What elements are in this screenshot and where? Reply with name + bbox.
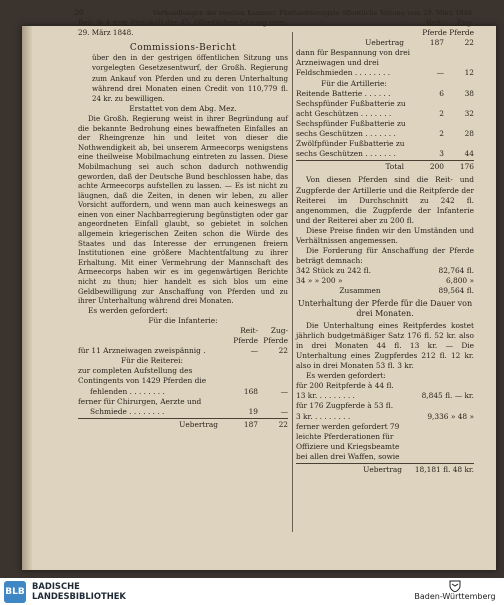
row-value-zug: 32 bbox=[464, 108, 474, 118]
table-row bbox=[296, 89, 474, 99]
table-row bbox=[296, 79, 474, 89]
table-row bbox=[296, 401, 474, 411]
state-crest-icon bbox=[448, 580, 462, 592]
column-headers bbox=[78, 326, 288, 336]
row-value-zug: 44 bbox=[464, 149, 474, 159]
horse-demand-table-right bbox=[296, 48, 474, 159]
sum-rule bbox=[78, 418, 288, 419]
library-name-line-1: BADISCHE bbox=[32, 581, 80, 591]
right-carry-in bbox=[296, 38, 474, 48]
row-label: für 176 Zugpferde à 53 fl. bbox=[296, 401, 394, 411]
row-label: leichte Pferderationen für bbox=[296, 431, 394, 441]
right-col-head-zug: Zug- bbox=[456, 18, 474, 27]
table-row bbox=[296, 48, 474, 78]
table-row bbox=[296, 99, 474, 119]
row-label: dann für Bespannung von drei Arzneiwagen und drei Feldschmieden . . . . . . . . bbox=[296, 48, 410, 78]
price-assessment: Diese Preise finden wir den Umständen und Verhältnissen angemessen. bbox=[296, 225, 474, 245]
table-row bbox=[78, 366, 288, 386]
row-value-zug: — bbox=[280, 386, 288, 396]
row-value-zug: 38 bbox=[464, 88, 474, 98]
table-row bbox=[296, 432, 474, 442]
col-subhead-zug: Pferde bbox=[263, 336, 288, 346]
row-value-reit: — bbox=[436, 68, 444, 78]
table-row bbox=[296, 266, 474, 276]
infanterie-heading: Für die Infanterie: bbox=[148, 315, 218, 325]
total-label: Total bbox=[385, 162, 404, 172]
row-label: 3 kr. . . . . . . . . bbox=[296, 411, 351, 421]
upkeep-carry-label: Uebertrag bbox=[363, 465, 402, 475]
table-row bbox=[78, 407, 288, 417]
upkeep-carry-row bbox=[296, 465, 474, 475]
beilage-title: Beil. № 4 zum Protokoll der 45. öffentlichen Sitzung vom 29. März 1848. bbox=[78, 18, 285, 38]
upkeep-rule bbox=[296, 463, 474, 464]
col-subhead-reit: Pferde bbox=[233, 336, 258, 346]
row-value-zug: 28 bbox=[464, 129, 474, 139]
col-head-zug: Zug- bbox=[270, 326, 288, 335]
row-label: für 11 Arzneiwagen zweispännig . bbox=[78, 346, 206, 356]
row-value-reit: 3 bbox=[439, 149, 444, 159]
row-value-reit: 2 bbox=[439, 108, 444, 118]
library-name bbox=[32, 581, 126, 601]
row-value-zug: — bbox=[280, 406, 288, 416]
row-label: Schmiede . . . . . . . . bbox=[90, 406, 165, 416]
page-number: 20 bbox=[74, 8, 84, 17]
row-label: Sechspfünder Fußbatterie zu sechs Geschützen . . . . . . . bbox=[296, 118, 406, 139]
column-divider bbox=[292, 32, 293, 532]
row-label: Offiziere und Kriegsbeamte bbox=[296, 441, 400, 451]
table-row bbox=[78, 397, 288, 407]
reporter-line: Erstattet von dem Abg. Mez. bbox=[129, 103, 237, 113]
horse-demand-table-left bbox=[78, 346, 288, 417]
row-label: Zwölfpfünder Fußbatterie zu sechs Geschützen . . . . . . . bbox=[296, 139, 405, 159]
row-label: für 200 Reitpferde à 44 fl. bbox=[296, 381, 394, 391]
upkeep-demand-intro: Es werden gefordert: bbox=[306, 371, 386, 381]
price-paragraph: Von diesen Pferden sind die Reit- und Zugpferde der Artillerie und die Reitpferde der Reiterei im Durchschnitt zu 242 fl. angenommen, die Zugpferde der Infanterie und der Reiterei aber zu 200 fl. bbox=[296, 175, 474, 225]
upkeep-carry-amount: 18,181 fl. 48 kr. bbox=[414, 465, 474, 475]
upkeep-cost-table bbox=[296, 381, 474, 462]
row-value-reit: 6 bbox=[439, 88, 444, 98]
row-label: zur completen Aufstellung des Contingents von 1429 Pferden die bbox=[78, 366, 207, 386]
row-label: ferner für Chirurgen, Aerzte und bbox=[78, 396, 202, 406]
row-label: 342 Stück zu 242 fl. bbox=[296, 266, 371, 276]
demand-intro: Es werden gefordert: bbox=[88, 305, 168, 315]
table-row bbox=[296, 119, 474, 139]
state-name: Baden-Württemberg bbox=[414, 592, 496, 601]
blb-logo: BLB bbox=[4, 581, 26, 603]
row-value-zug: 22 bbox=[278, 346, 288, 356]
table-row bbox=[78, 387, 288, 397]
carry-reit: 187 bbox=[243, 419, 258, 429]
purchase-demand-intro: Die Forderung für Anschaffung der Pferde beträgt demnach: bbox=[296, 246, 474, 266]
purchase-cost-table bbox=[296, 266, 474, 286]
table-row bbox=[296, 422, 474, 432]
row-label: 34 » » 200 » bbox=[296, 276, 343, 286]
right-carry-in-zug: 22 bbox=[464, 38, 474, 48]
row-amount: 9,336 » 48 » bbox=[427, 411, 474, 421]
row-amount: 6,800 » bbox=[445, 276, 474, 286]
purchase-sum-row bbox=[296, 286, 474, 296]
purchase-sum-label: Zusammen bbox=[339, 286, 381, 296]
total-rule bbox=[296, 160, 474, 161]
row-amount: 82,764 fl. bbox=[438, 266, 474, 276]
row-label: Für die Artillerie: bbox=[321, 78, 387, 88]
total-reit: 200 bbox=[429, 162, 444, 172]
table-row bbox=[296, 276, 474, 286]
carry-zug: 22 bbox=[278, 419, 288, 429]
right-column-subheader bbox=[296, 28, 474, 38]
table-row bbox=[78, 356, 288, 366]
row-label: 13 kr. . . . . . . . . bbox=[296, 391, 355, 401]
right-carry-in-reit: 187 bbox=[429, 38, 444, 48]
table-row bbox=[296, 139, 474, 159]
row-label: Sechspfünder Fußbatterie zu acht Geschützen . . . . . . . bbox=[296, 98, 406, 118]
upkeep-heading: Unterhaltung der Pferde für die Dauer von drei Monaten. bbox=[297, 298, 473, 318]
table-row bbox=[296, 381, 474, 391]
right-column-headers bbox=[296, 18, 474, 28]
page-gutter bbox=[22, 26, 32, 570]
state-mark bbox=[412, 580, 498, 601]
row-value-reit: — bbox=[250, 346, 258, 356]
report-intro: über den in der gestrigen öffentlichen Sitzung uns vorgelegten Gesetzesentwurf, der Großh. Regierung zum Ankauf von Pferden und zu deren Unterhaltung während drei Monaten einen Credit von 110,779 fl. 24 kr. zu bewilligen. bbox=[92, 53, 288, 103]
running-title: Verhandlungen der zweiten Kammer. Fünfundvierzigste öffentliche Sitzung vom 29. März 1848. bbox=[152, 9, 474, 17]
row-label: ferner werden gefordert 79 bbox=[296, 421, 400, 431]
left-column bbox=[74, 8, 288, 430]
row-label: Für die Reiterei: bbox=[121, 356, 183, 366]
table-row bbox=[296, 452, 474, 462]
row-value-reit: 19 bbox=[248, 406, 258, 416]
library-footer bbox=[0, 578, 504, 605]
row-label: Reitende Batterie . . . . . . bbox=[296, 88, 391, 98]
report-body: Die Großh. Regierung weist in ihrer Begründung auf die bekannte Bedrohung eines bewaffneten Einfalles an der Rheingrenze hin und leitet von dieser die Nothwendigkeit ab, bei unserem Armeecorps wenigstens eine theilweise Mobilmachung eintreten zu lassen. Diese Mobilmachung sei auch schon dadurch nothwendig geworden, daß der Deutsche Bund beschlossen habe, das achte Armeecorps aufstellen zu lassen. — Es ist nicht zu läugnen, daß die Zeiten, in denen wir leben, zu aller Vorsicht auffordern, und wenn man auch keineswegs an einen von einer Nachbarregierung begünstigten oder gar angeordneten Einfall glaubt, so gebietet in solchen allgemein kriegerischen Zeiten schon die Würde des Staates und das Interesse der errungenen freiern Institutionen eine größere Machtentfaltung zu ihrer Erhaltung. Mit einer Vermehrung der Mannschaft des Armeecorps haben wir es im gegenwärtigen Berichte nicht zu thun; hier handelt es sich blos um eine Geldbewilligung zur Anschaffung von Pferden und zu ihrer Unterhaltung während drei Monaten. bbox=[78, 113, 288, 306]
library-name-line-2: LANDESBIBLIOTHEK bbox=[32, 591, 126, 601]
row-label: bei allen drei Waffen, sowie bbox=[296, 451, 400, 461]
total-zug: 176 bbox=[459, 162, 474, 172]
upkeep-paragraph: Die Unterhaltung eines Reitpferdes kostet jährlich budgetmäßiger Satz 176 fl. 52 kr. also in drei Monaten 44 fl. 13 kr. — Die Unterhaltung eines Zugpferdes 212 fl. 12 kr. also in drei Monaten 53 fl. 3 kr. bbox=[296, 320, 474, 371]
row-value-reit: 168 bbox=[243, 386, 258, 396]
purchase-sum-amount: 89,564 fl. bbox=[438, 286, 474, 296]
report-heading: Commissions-Bericht bbox=[129, 43, 237, 54]
row-amount: 8,845 fl. — kr. bbox=[421, 391, 474, 401]
table-row bbox=[296, 442, 474, 452]
column-subheaders bbox=[78, 336, 288, 346]
total-row bbox=[296, 162, 474, 172]
col-head-reit: Reit- bbox=[240, 326, 258, 335]
row-value-zug: 12 bbox=[464, 68, 474, 78]
table-row bbox=[296, 391, 474, 401]
right-col-subhead: Pferde Pferde bbox=[422, 28, 474, 38]
carry-row bbox=[78, 420, 288, 430]
right-carry-in-label: Uebertrag bbox=[365, 38, 404, 48]
table-row bbox=[296, 412, 474, 422]
carry-label: Uebertrag bbox=[179, 419, 218, 429]
row-value-reit: 2 bbox=[439, 129, 444, 139]
table-row bbox=[78, 346, 288, 356]
row-label: fehlenden . . . . . . . . bbox=[90, 386, 165, 396]
right-col-head-reit: Reit- bbox=[426, 18, 444, 27]
